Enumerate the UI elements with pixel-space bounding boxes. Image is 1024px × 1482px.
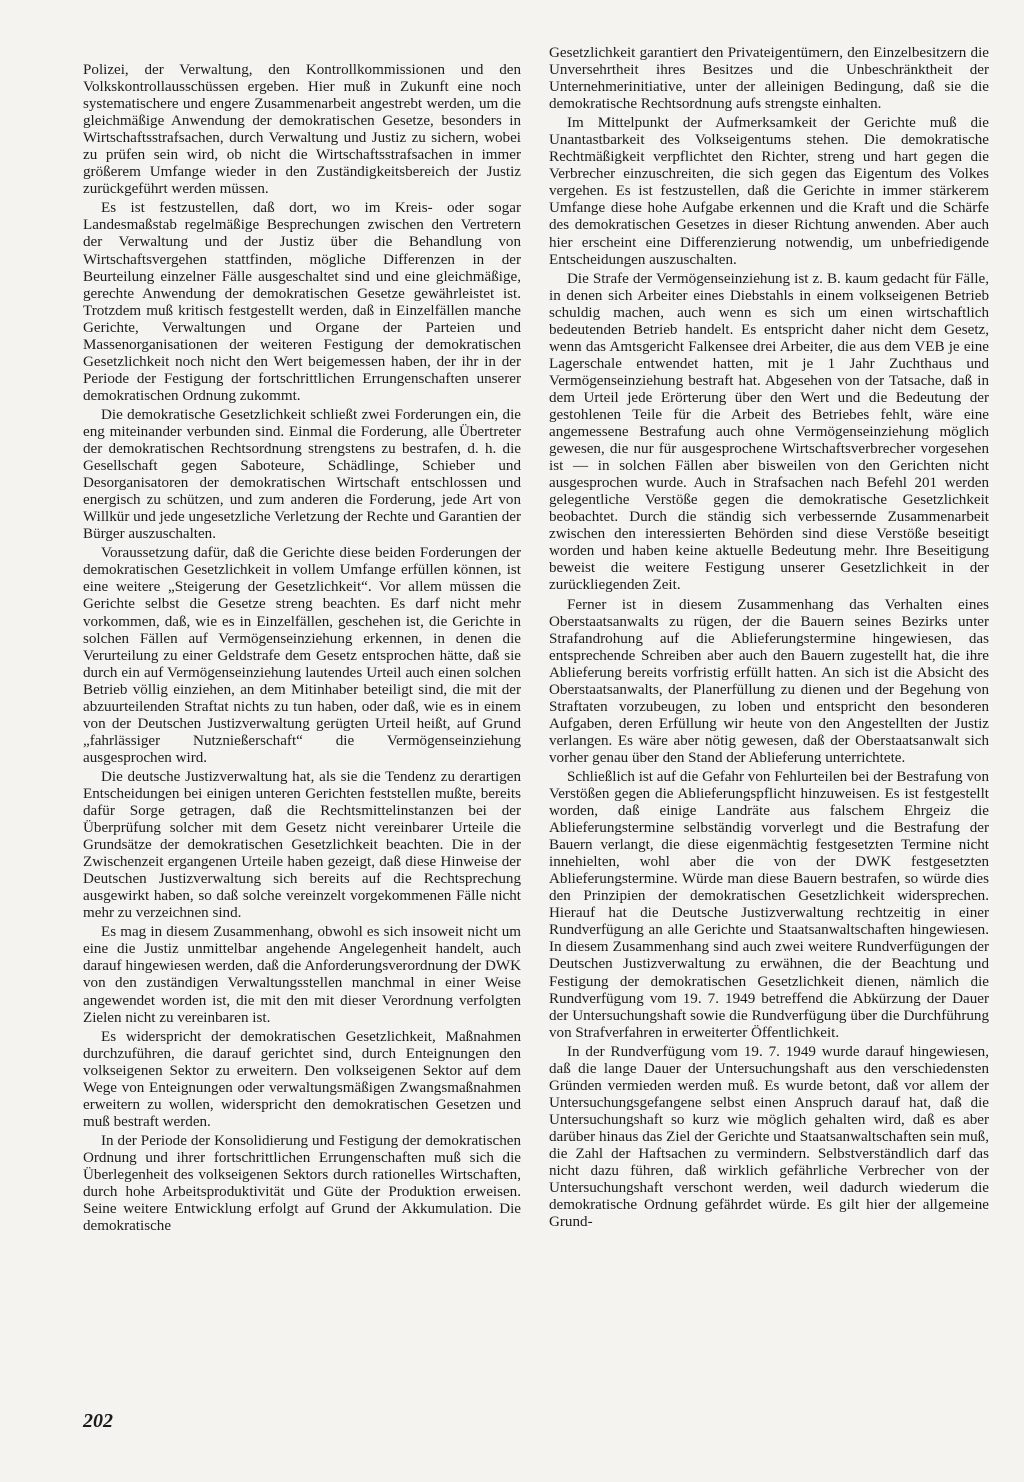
paragraph: Es mag in diesem Zusammenhang, obwohl es sich insoweit nicht um eine die Justiz unmittelbar angehende Angelegenheit handelt, auch darauf hingewiesen werden, daß die Anforderungsverordnung der DWK von den zuständigen Verwaltungsstellen manchmal in einer Weise angewendet worden ist, die mit den mit dieser Verordnung verfolgten Zielen nicht zu vereinbaren ist. (83, 924, 521, 1026)
paragraph: Die deutsche Justizverwaltung hat, als sie die Tendenz zu derartigen Entscheidungen bei einigen unteren Gerichten feststellen mußte, bereits dafür Sorge getragen, daß die Rechtsmittelinstanzen bei der Überprüfung solcher mit dem Gesetz nicht vereinbarer Urteile die Grundsätze der demokratischen Gesetzlichkeit beachten. Die in der Zwischenzeit ergangenen Urteile haben gezeigt, daß diese Hinweise der Deutschen Justizverwaltung sich bereits auf die Rechtsprechung ausgewirkt haben, so daß solche vereinzelt vorgekommenen Fälle nicht mehr zu verzeichnen sind. (83, 768, 521, 922)
right-column (549, 45, 989, 1233)
paragraph: Im Mittelpunkt der Aufmerksamkeit der Gerichte muß die Unantastbarkeit des Volkseigentums stehen. Die demokratische Rechtmäßigkeit verpflichtet den Richter, streng und hart gegen die Verbrecher einzuschreiten, die sich gegen das Eigentum des Volkes vergehen. Es ist festzustellen, daß die Gerichte in immer stärkerem Umfange diese hohe Aufgabe erkennen und die Kraft und die Schärfe des demokratischen Gesetzes in dieser Richtung anwenden. Aber auch hier erscheint eine Differenzierung notwendig, um unbefriedigende Entscheidungen auszuschalten. (549, 115, 989, 268)
paragraph: Es widerspricht der demokratischen Gesetzlichkeit, Maßnahmen durchzuführen, die darauf gerichtet sind, durch Enteignungen den volkseigenen Sektor zu erweitern. Den volkseigenen Sektor auf dem Wege von Enteignungen oder verwaltungsmäßigen Zwangsmaßnahmen erweitern zu wollen, widerspricht den demokratischen Gesetzen und muß bestraft werden. (83, 1028, 521, 1130)
paragraph: Ferner ist in diesem Zusammenhang das Verhalten eines Oberstaatsanwalts zu rügen, der die Bauern seines Bezirks unter Strafandrohung auf die Ablieferungstermine hingewiesen, das entsprechende Schreiben aber auch den Bauern zugestellt hat, die ihre Ablieferung bereits vorfristig erfüllt hatten. An sich ist die Absicht des Oberstaatsanwalts, der Planerfüllung zu dienen und der Begehung von Straftaten vorzubeugen, zu loben und entspricht den besonderen Aufgaben, deren Erfüllung wir heute von den Angestellten der Justiz verlangen. Es wäre aber nötig gewesen, daß der Oberstaatsanwalt sich vorher genau über den Stand der Ablieferung unterrichtete. (549, 596, 989, 766)
page-number: 202 (83, 1410, 113, 1432)
paragraph: Die demokratische Gesetzlichkeit schließt zwei Forderungen ein, die eng miteinander verbunden sind. Einmal die Forderung, alle Übertreter der demokratischen Rechtsordnung strengstens zu bestrafen, d. h. die Gesellschaft gegen Saboteure, Schädlinge, Schieber und Desorganisatoren der demokratischen Wirtschaft entschlossen und energisch zu schützen, und zum anderen die Forderung, jede Art von Willkür und jede ungesetzliche Verletzung der Rechte und Garantien der Bürger auszuschalten. (83, 406, 521, 543)
paragraph: In der Rundverfügung vom 19. 7. 1949 wurde darauf hingewiesen, daß die lange Dauer der Untersuchungshaft aus den verschiedensten Gründen vermieden werden muß. Es wurde betont, daß vor allem der Untersuchungsgefangene selbst einen Anspruch darauf hat, daß die Untersuchungshaft so kurz wie möglich gehalten wird, daß es aber darüber hinaus das Ziel der Gerichte und Staatsanwaltschaften sein muß, die Zahl der Haftsachen zu vermindern. Selbstverständlich darf das nicht dazu führen, daß wirklich gefährliche Verbrecher von der Untersuchungshaft verschont werden, weil dadurch wiederum die demokratische Ordnung gefährdet würde. Es gilt hier der allgemeine Grund- (549, 1043, 989, 1231)
paragraph: Polizei, der Verwaltung, den Kontrollkommissionen und den Volkskontrollausschüssen ergeben. Hier muß in Zukunft eine noch systematischere und engere Zusammenarbeit angestrebt werden, um die gleichmäßige Anwendung der demokratischen Gesetze, besonders in Wirtschaftsstrafsachen, durch Verwaltung und Justiz zu sichern, wobei zu prüfen sein wird, ob nicht die Wirtschaftsstrafsachen in immer größerem Umfange wieder in den Zuständigkeitsbereich der Justiz zurückgeführt werden müssen. (83, 62, 521, 198)
paragraph: Die Strafe der Vermögenseinziehung ist z. B. kaum gedacht für Fälle, in denen sich Arbeiter eines Diebstahls in einem volkseigenen Betrieb schuldig machen, auch wenn es sich um einen wirtschaftlich bedeutenden Betrieb handelt. Es entspricht daher nicht dem Gesetz, wenn das Amtsgericht Falkensee drei Arbeiter, die aus dem VEB je eine Lagerschale entwendet hatten, mit je 1 Jahr Zuchthaus und Vermögenseinziehung bestraft hat. Abgesehen von der Tatsache, daß in dem Urteil jede Erörterung über den Wert und die Bedeutung der gestohlenen Teile für die Arbeit des Betriebes fehlt, wäre eine angemessene Bestrafung auch ohne Vermögenseinziehung möglich gewesen, die nur für ausgesprochene Wirtschaftsverbrecher vorgesehen ist — in solchen Fällen aber bisweilen von den Gerichten nicht ausgesprochen wurde. Auch in Strafsachen nach Befehl 201 werden gelegentliche Verstöße gegen die demokratische Gesetzlichkeit beobachtet. Durch die ständig sich verbessernde Zusammenarbeit zwischen den interessierten Behörden sind diese Verstöße beseitigt worden und haben keine aktuelle Bedeutung mehr. Ihre Beseitigung beweist die weitere Festigung unserer Gesetzlichkeit in der zurückliegenden Zeit. (549, 270, 989, 594)
paragraph: Voraussetzung dafür, daß die Gerichte diese beiden Forderungen der demokratischen Gesetzlichkeit in vollem Umfange erfüllen können, ist eine weitere „Steigerung der Gesetzlichkeit“. Vor allem müssen die Gerichte selbst die Gesetze streng beachten. Es darf nicht mehr vorkommen, daß, wie es in Einzelfällen, geschehen ist, die Gerichte in solchen Fällen auf Vermögenseinziehung erkennen, in denen die Verurteilung zu einer Geldstrafe dem Gesetz entsprochen hätte, daß sie durch ein auf Vermögenseinziehung lautendes Urteil auch einen solchen Betrieb völlig einziehen, an dem Mitinhaber beteiligt sind, die mit der abzuurteilenden Straftat nichts zu tun haben, oder daß, wie es in einem von der Deutschen Justizverwaltung gerügten Urteil heißt, auf Grund „fahrlässiger Nutznießerschaft“ die Vermögenseinziehung ausgesprochen wird. (83, 545, 521, 766)
paragraph: In der Periode der Konsolidierung und Festigung der demokratischen Ordnung und ihrer fortschrittlichen Errungenschaften muß sich die Überlegenheit des volkseigenen Sektors durch rationelles Wirtschaften, durch hohe Arbeitsproduktivität und Güte der Produktion erweisen. Seine weitere Entwicklung erfolgt auf Grund der Akkumulation. Die demokratische (83, 1132, 521, 1235)
paragraph: Gesetzlichkeit garantiert den Privateigentümern, den Einzelbesitzern die Unversehrtheit ihres Besitzes und die Unbeschränktheit der Unternehmerinitiative, unter der alleinigen Bedingung, daß sie die demokratische Rechtsordnung aufs strengste einhalten. (549, 45, 989, 113)
left-column (83, 62, 521, 1237)
paragraph: Schließlich ist auf die Gefahr von Fehlurteilen bei der Bestrafung von Verstößen gegen die Ablieferungspflicht hinzuweisen. Es ist festgestellt worden, daß einige Landräte aus falschem Ehrgeiz die Ablieferungstermine selbständig vorverlegt und die Bestrafung der Bauern verlangt, die diese eigenmächtig festgesetzten Termine nicht innehielten, wohl aber die von der DWK festgesetzten Ablieferungstermine. Würde man diese Bauern bestrafen, so würde dies den Prinzipien der demokratischen Gesetzlichkeit widersprechen. Hierauf hat die Deutsche Justizverwaltung rechtzeitig in einer Rundverfügung an alle Gerichte und Staatsanwaltschaften hingewiesen. In diesem Zusammenhang sind auch zwei weitere Rundverfügungen der Deutschen Justizverwaltung zu erwähnen, die der Beachtung und Festigung der demokratischen Gesetzlichkeit dienen, nämlich die Rundverfügung vom 19. 7. 1949 betreffend die Abkürzung der Dauer der Untersuchungshaft sowie die Rundverfügung über die Durchführung von Strafverfahren in erweiterter Öffentlichkeit. (549, 768, 989, 1041)
paragraph: Es ist festzustellen, daß dort, wo im Kreis- oder sogar Landesmaßstab regelmäßige Besprechungen zwischen den Vertretern der Verwaltung und der Justiz über die Behandlung von Wirtschaftsvergehen stattfinden, mögliche Differenzen in der Beurteilung einzelner Fälle ausgeschaltet sind und eine gleichmäßige, gerechte Anwendung der demokratischen Gesetze gewährleistet ist. Trotzdem muß kritisch festgestellt werden, daß in Einzelfällen manche Gerichte, Verwaltungen und Organe der Parteien und Massenorganisationen der weiteren Festigung der demokratischen Gesetzlichkeit noch nicht den Wert beigemessen haben, der ihr in der Periode der Festigung der fortschrittlichen Errungenschaften unserer demokratischen Ordnung zukommt. (83, 200, 521, 404)
